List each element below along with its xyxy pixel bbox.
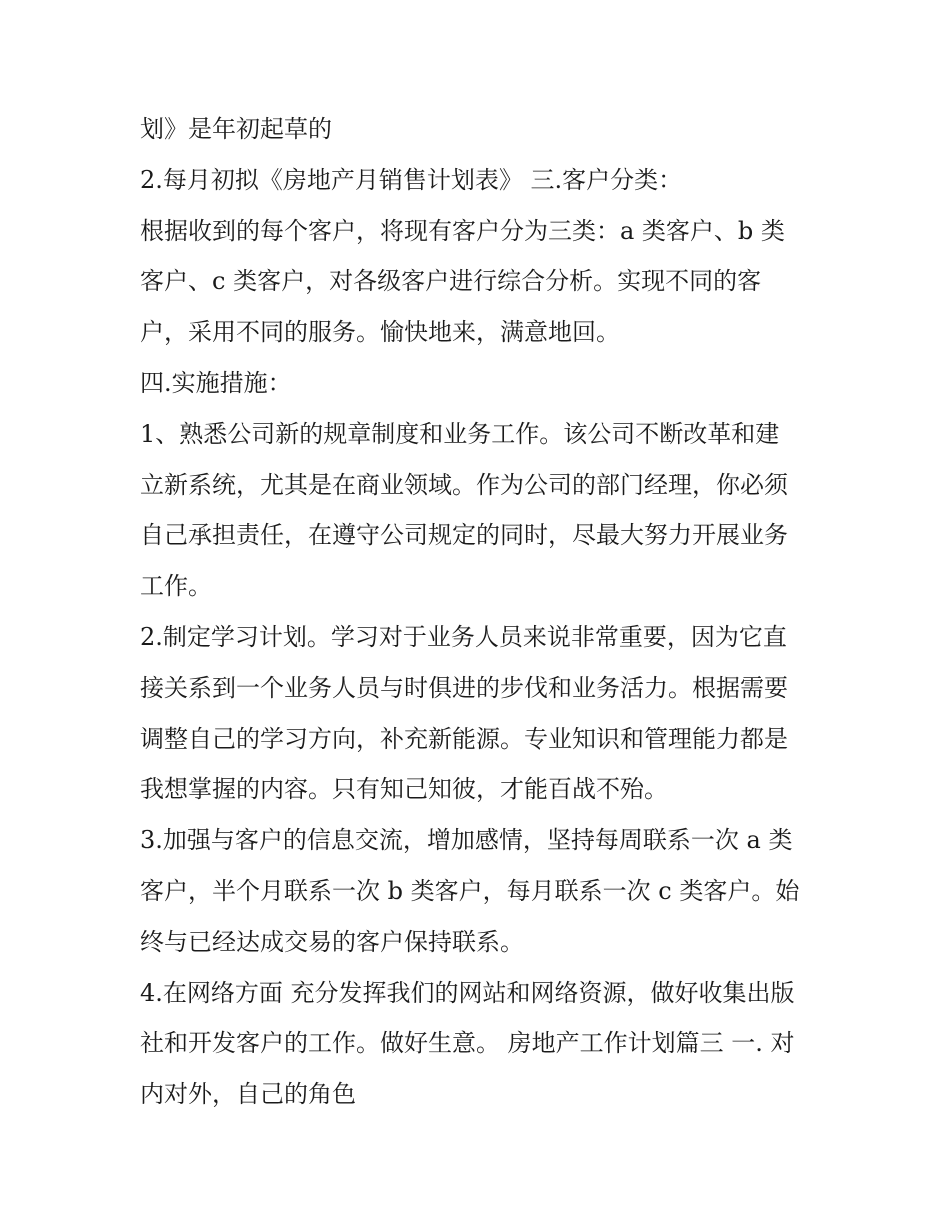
text-line: 调整自己的学习方向，补充新能源。专业知识和管理能力都是 xyxy=(140,724,788,753)
section-heading: 四.实施措施： xyxy=(140,368,292,397)
text-line: 4.在网络方面 充分发挥我们的网站和网络资源，做好收集出版 xyxy=(140,978,795,1007)
text-line: 终与已经达成交易的客户保持联系。 xyxy=(140,927,524,956)
text-line: 客户、c 类客户，对各级客户进行综合分析。实现不同的客 xyxy=(140,267,762,296)
text-line: 2.每月初拟《房地产月销售计划表》 三.客户分类： xyxy=(140,165,683,194)
text-line: 内对外，自己的角色 xyxy=(140,1080,356,1109)
text-line: 工作。 xyxy=(140,572,212,601)
text-line: 接关系到一个业务人员与时俱进的步伐和业务活力。根据需要 xyxy=(140,673,788,702)
text-line: 自己承担责任，在遵守公司规定的同时，尽最大努力开展业务 xyxy=(140,521,788,550)
text-line: 立新系统，尤其是在商业领域。作为公司的部门经理，你必须 xyxy=(140,470,788,499)
text-line: 2.制定学习计划。学习对于业务人员来说非常重要，因为它直 xyxy=(140,622,787,651)
document-body xyxy=(140,104,820,1120)
text-line: 客户，半个月联系一次 b 类客户，每月联系一次 c 类客户。始 xyxy=(140,876,800,905)
text-line: 根据收到的每个客户，将现有客户分为三类：a 类客户、b 类 xyxy=(140,216,785,245)
text-line: 3.加强与客户的信息交流，增加感情，坚持每周联系一次 a 类 xyxy=(140,826,793,855)
text-line: 划》是年初起草的 xyxy=(140,115,332,143)
text-line: 1、熟悉公司新的规章制度和业务工作。该公司不断改革和建 xyxy=(140,419,780,448)
text-line: 我想掌握的内容。只有知己知彼，才能百战不殆。 xyxy=(140,775,668,804)
text-line: 户，采用不同的服务。愉快地来，满意地回。 xyxy=(140,318,620,347)
text-line: 社和开发客户的工作。做好生意。 房地产工作计划篇三 一. 对 xyxy=(140,1029,795,1058)
